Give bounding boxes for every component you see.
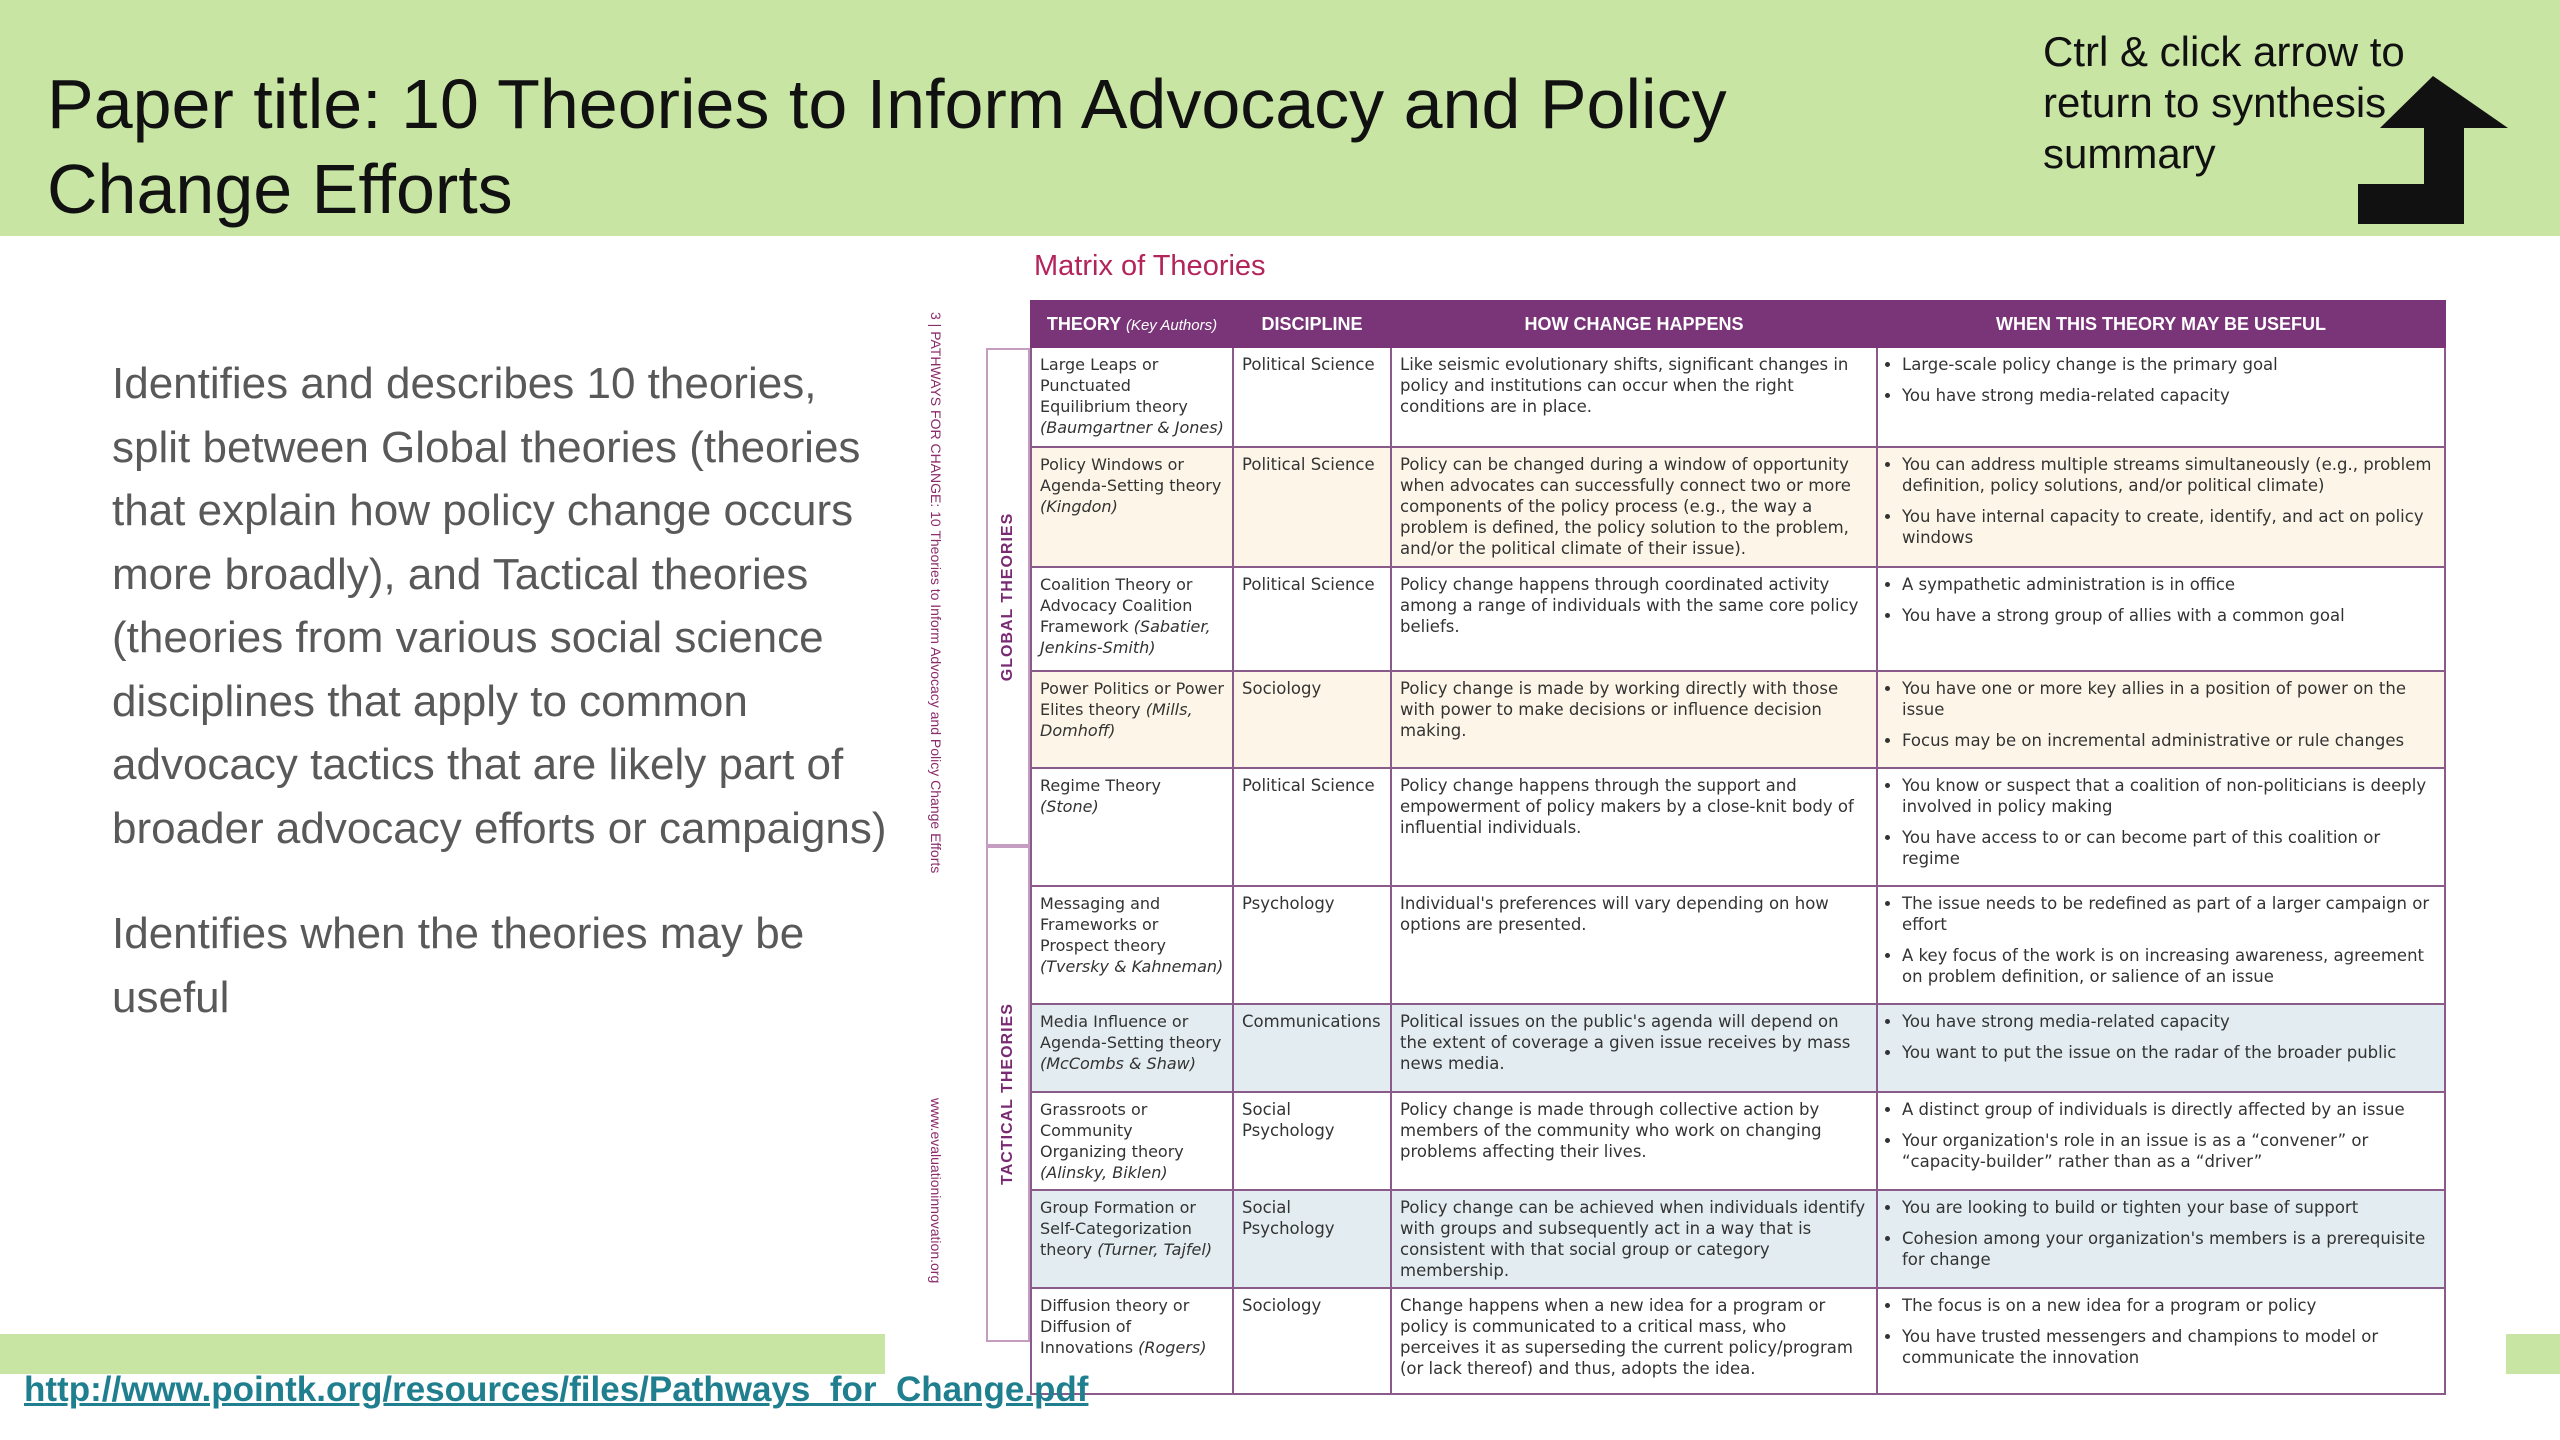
when-useful-list — [1886, 775, 2436, 869]
when-useful-item: • Large-scale policy change is the primary goal — [1902, 354, 2436, 375]
when-useful-item: • You want to put the issue on the radar of the broader public — [1902, 1042, 2436, 1063]
theory-name: Media Influence or Agenda-Setting theory — [1040, 1012, 1222, 1052]
theory-authors: (Stone) — [1040, 797, 1099, 816]
table-row — [1031, 447, 2445, 567]
table-row — [1031, 671, 2445, 768]
when-useful-item: • Cohesion among your organization's members is a prerequisite for change — [1902, 1228, 2436, 1270]
table-row — [1031, 1190, 2445, 1288]
column-header-theory-note: (Key Authors) — [1125, 316, 1218, 334]
matrix-title: Matrix of Theories — [1034, 250, 1266, 282]
theory-authors: (Tversky & Kahneman) — [1040, 957, 1224, 976]
when-useful-list — [1886, 1295, 2436, 1368]
how-change-happens-cell: Policy change can be achieved when individuals identify with groups and subsequently act in a way that is consistent with that social group or category membership. — [1391, 1190, 1877, 1288]
column-header-how: HOW CHANGE HAPPENS — [1391, 301, 1877, 347]
column-header-when: WHEN THIS THEORY MAY BE USEFUL — [1877, 301, 2445, 347]
tactical-theories-label — [986, 846, 1030, 1342]
when-useful-list — [1886, 1197, 2436, 1270]
when-useful-item: • You know or suspect that a coalition of non-politicians is deeply involved in policy making — [1902, 775, 2436, 817]
discipline-cell: Sociology — [1233, 1288, 1391, 1394]
when-useful-item: • You have strong media-related capacity — [1902, 385, 2436, 406]
column-header-theory — [1031, 301, 1233, 347]
tactical-theories-text: TACTICAL THEORIES — [999, 1003, 1016, 1185]
theory-cell — [1031, 671, 1233, 768]
theory-cell — [1031, 567, 1233, 671]
when-useful-cell — [1877, 768, 2445, 886]
when-useful-list — [1886, 678, 2436, 751]
table-header-row — [1031, 301, 2445, 347]
theory-cell — [1031, 347, 1233, 447]
global-theories-text: GLOBAL THEORIES — [999, 512, 1016, 682]
when-useful-item: • Your organization's role in an issue is as a “convener” or “capacity-builder” rather than as a “driver” — [1902, 1130, 2436, 1172]
discipline-cell: Political Science — [1233, 768, 1391, 886]
theory-name: Power Politics or Power Elites theory — [1040, 679, 1224, 719]
how-change-happens-cell: Like seismic evolutionary shifts, significant changes in policy and institutions can occur when the right conditions are in place. — [1391, 347, 1877, 447]
navigation-hint: Ctrl & click arrow to return to synthesis summary — [2043, 28, 2405, 177]
table-row — [1031, 1092, 2445, 1190]
theory-cell — [1031, 886, 1233, 1004]
theory-cell — [1031, 447, 1233, 567]
when-useful-item: • You are looking to build or tighten your base of support — [1902, 1197, 2436, 1218]
theory-authors: (Sabatier, Jenkins-Smith) — [1040, 617, 1211, 657]
theories-matrix — [986, 300, 2458, 1378]
when-useful-cell — [1877, 1288, 2445, 1394]
when-useful-cell — [1877, 1190, 2445, 1288]
table-row — [1031, 347, 2445, 447]
theory-name: Grassroots or Community Organizing theory — [1040, 1100, 1184, 1161]
when-useful-cell — [1877, 447, 2445, 567]
theory-authors: (Mills, Domhoff) — [1040, 700, 1193, 740]
summary-text — [112, 352, 902, 1071]
theory-cell — [1031, 768, 1233, 886]
theories-table — [1030, 300, 2446, 1395]
discipline-cell: Psychology — [1233, 886, 1391, 1004]
theory-authors: (Rogers) — [1138, 1338, 1207, 1357]
theory-name: Policy Windows or Agenda-Setting theory — [1040, 455, 1222, 495]
theory-name: Group Formation or Self-Categorization theory — [1040, 1198, 1197, 1259]
discipline-cell: Social Psychology — [1233, 1092, 1391, 1190]
table-row — [1031, 1004, 2445, 1092]
footer-band — [0, 1334, 885, 1374]
discipline-cell: Political Science — [1233, 567, 1391, 671]
theory-cell — [1031, 1092, 1233, 1190]
theory-authors: (McCombs & Shaw) — [1040, 1054, 1196, 1073]
table-row — [1031, 567, 2445, 671]
discipline-cell: Communications — [1233, 1004, 1391, 1092]
page-title: Paper title: 10 Theories to Inform Advocacy and Policy Change Efforts — [47, 65, 1727, 228]
how-change-happens-cell: Policy change is made by working directly with those with power to make decisions or influence decision making. — [1391, 671, 1877, 768]
source-link[interactable]: http://www.pointk.org/resources/files/Pathways_for_Change.pdf — [24, 1370, 1089, 1409]
how-change-happens-cell: Political issues on the public's agenda will depend on the extent of coverage a given issue receives by mass news media. — [1391, 1004, 1877, 1092]
when-useful-list — [1886, 574, 2436, 626]
global-theories-label — [986, 348, 1030, 846]
how-change-happens-cell: Policy change is made through collective action by members of the community who work on changing problems affecting their lives. — [1391, 1092, 1877, 1190]
column-header-discipline: DISCIPLINE — [1233, 301, 1391, 347]
discipline-cell: Political Science — [1233, 347, 1391, 447]
when-useful-cell — [1877, 347, 2445, 447]
when-useful-item: • A sympathetic administration is in office — [1902, 574, 2436, 595]
theory-cell — [1031, 1004, 1233, 1092]
figure-running-header: 3 | PATHWAYS FOR CHANGE: 10 Theories to Inform Advocacy and Policy Change Efforts — [928, 312, 944, 874]
theory-name: Regime Theory — [1040, 776, 1161, 795]
when-useful-list — [1886, 893, 2436, 987]
discipline-cell: Social Psychology — [1233, 1190, 1391, 1288]
theory-authors: (Alinsky, Biklen) — [1040, 1163, 1168, 1182]
theory-name: Messaging and Frameworks or Prospect theory — [1040, 894, 1166, 955]
discipline-cell: Political Science — [1233, 447, 1391, 567]
summary-bullet-1: Identifies and describes 10 theories, split between Global theories (theories that explain how policy change occurs more broadly), and Tactical theories (theories from various social science disciplines that apply to common advocacy tactics that are likely part of broader advocacy efforts or campaigns) — [112, 359, 887, 853]
when-useful-item: • Focus may be on incremental administrative or rule changes — [1902, 730, 2436, 751]
when-useful-item: • A distinct group of individuals is directly affected by an issue — [1902, 1099, 2436, 1120]
when-useful-list — [1886, 454, 2436, 548]
column-header-theory-label: THEORY — [1046, 313, 1121, 334]
table-row — [1031, 768, 2445, 886]
theory-name: Diffusion theory or Diffusion of Innovations — [1040, 1296, 1190, 1357]
theory-authors: (Baumgartner & Jones) — [1040, 418, 1224, 437]
when-useful-item: • The focus is on a new idea for a program or policy — [1902, 1295, 2436, 1316]
figure-website: www.evaluationinnovation.org — [928, 1098, 944, 1284]
return-arrow-icon[interactable] — [2358, 76, 2508, 224]
how-change-happens-cell: Change happens when a new idea for a program or policy is communicated to a critical mass, who perceives it as superseding the current policy/program (or lack thereof) and thus, adopts the idea. — [1391, 1288, 1877, 1394]
when-useful-item: • You have strong media-related capacity — [1902, 1011, 2436, 1032]
when-useful-item: • You have trusted messengers and champions to model or communicate the innovation — [1902, 1326, 2436, 1368]
when-useful-item: • You have a strong group of allies with a common goal — [1902, 605, 2436, 626]
when-useful-cell — [1877, 886, 2445, 1004]
table-row — [1031, 886, 2445, 1004]
when-useful-item: • You have one or more key allies in a position of power on the issue — [1902, 678, 2436, 720]
when-useful-item: • You can address multiple streams simultaneously (e.g., problem definition, policy solutions, and/or political climate) — [1902, 454, 2436, 496]
when-useful-item: • You have internal capacity to create, identify, and act on policy windows — [1902, 506, 2436, 548]
when-useful-item: • You have access to or can become part of this coalition or regime — [1902, 827, 2436, 869]
how-change-happens-cell: Policy change happens through the support and empowerment of policy makers by a close-knit body of influential individuals. — [1391, 768, 1877, 886]
theory-name: Coalition Theory or Advocacy Coalition Framework — [1040, 575, 1193, 636]
theory-name: Large Leaps or Punctuated Equilibrium theory — [1040, 355, 1188, 416]
how-change-happens-cell: Policy can be changed during a window of opportunity when advocates can successfully connect two or more components of the policy process (e.g., the way a problem is defined, the policy solution to the problem, and/or the political climate of their issue). — [1391, 447, 1877, 567]
when-useful-list — [1886, 1011, 2436, 1063]
how-change-happens-cell: Individual's preferences will vary depending on how options are presented. — [1391, 886, 1877, 1004]
when-useful-cell — [1877, 567, 2445, 671]
when-useful-item: • The issue needs to be redefined as part of a larger campaign or effort — [1902, 893, 2436, 935]
when-useful-cell — [1877, 1004, 2445, 1092]
theory-authors: (Kingdon) — [1040, 497, 1118, 516]
when-useful-item: • A key focus of the work is on increasing awareness, agreement on problem definition, or salience of an issue — [1902, 945, 2436, 987]
footer-band-right — [2506, 1334, 2560, 1374]
theory-cell — [1031, 1190, 1233, 1288]
discipline-cell: Sociology — [1233, 671, 1391, 768]
table-row — [1031, 1288, 2445, 1394]
when-useful-cell — [1877, 671, 2445, 768]
when-useful-cell — [1877, 1092, 2445, 1190]
theory-authors: (Turner, Tajfel) — [1097, 1240, 1213, 1259]
when-useful-list — [1886, 1099, 2436, 1172]
summary-bullet-2: Identifies when the theories may be useful — [112, 909, 805, 1022]
how-change-happens-cell: Policy change happens through coordinated activity among a range of individuals with the same core policy beliefs. — [1391, 567, 1877, 671]
when-useful-list — [1886, 354, 2436, 406]
